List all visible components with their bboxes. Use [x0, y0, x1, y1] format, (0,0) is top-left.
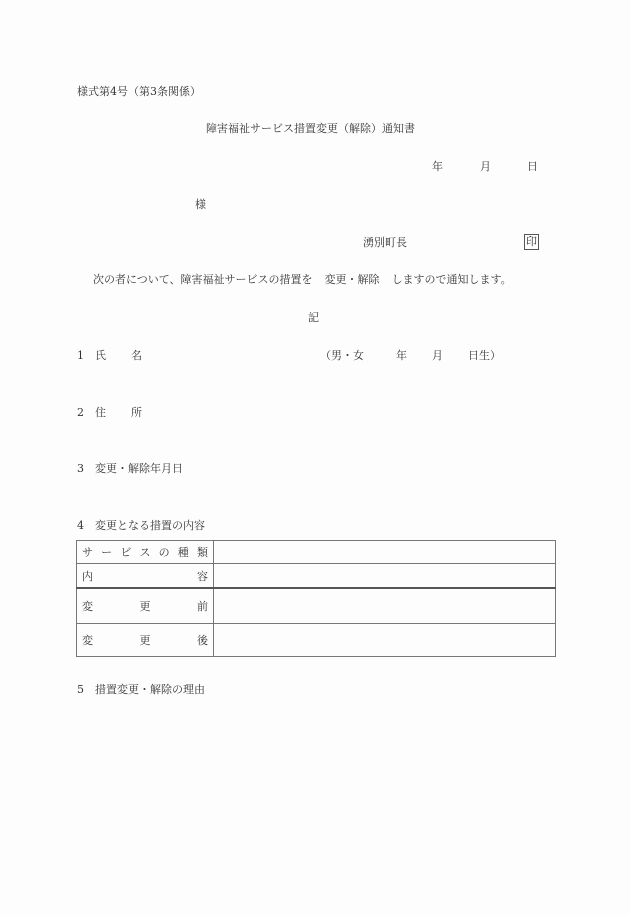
item-reason — [77, 683, 205, 697]
label-char: 変 — [82, 600, 93, 613]
item-label-second: 名 — [131, 349, 142, 362]
notice-part-3: しますので通知します。 — [391, 273, 512, 286]
item-number: 4 — [77, 519, 84, 532]
row-label-content — [77, 564, 214, 589]
issuer-name: 湧別町長 — [363, 236, 407, 249]
before-change-field[interactable] — [214, 588, 556, 624]
birth-day-label: 日生） — [468, 349, 501, 362]
table-row — [77, 564, 556, 589]
date-year-label: 年 — [432, 160, 443, 173]
label-char: 内 — [82, 569, 93, 583]
label-char: 前 — [197, 600, 208, 613]
item-label: 措置変更・解除の理由 — [95, 683, 205, 696]
recipient-honorific: 様 — [195, 198, 206, 211]
seal-icon: 印 — [526, 235, 537, 248]
after-change-field[interactable] — [214, 624, 556, 657]
label-char: ビ — [120, 546, 132, 559]
date-month-label: 月 — [480, 160, 491, 173]
item-measure-content — [77, 519, 205, 533]
label-char: 更 — [139, 634, 151, 647]
row-label-before-change — [77, 588, 214, 624]
table-row — [77, 588, 556, 624]
label-char: ス — [139, 546, 151, 559]
table-row — [77, 541, 556, 564]
notice-part-1: 次の者について、障害福祉サービスの措置を — [93, 273, 313, 286]
row-label-service-type — [77, 541, 214, 564]
label-char: ー — [101, 546, 113, 559]
notice-text — [93, 273, 512, 287]
item-number: 1 — [77, 349, 84, 362]
service-type-field[interactable] — [214, 541, 556, 564]
notice-change-cancel: 変更・解除 — [324, 273, 380, 286]
label-char: 変 — [82, 634, 93, 647]
content-field[interactable] — [214, 564, 556, 589]
birth-month-label: 月 — [432, 349, 443, 362]
item-label: 変更・解除年月日 — [95, 462, 183, 475]
label-char: サ — [82, 546, 93, 559]
item-label-first: 氏 — [95, 349, 106, 362]
label-char: 種 — [177, 546, 189, 559]
label-char: 更 — [139, 600, 151, 613]
item-change-date — [77, 462, 183, 476]
document-title: 障害福祉サービス措置変更（解除）通知書 — [206, 122, 415, 135]
item-label: 変更となる措置の内容 — [95, 519, 205, 532]
item-number: 5 — [77, 683, 84, 696]
item-number: 3 — [77, 462, 84, 475]
row-label-after-change — [77, 624, 214, 657]
measure-content-table — [76, 540, 556, 657]
birth-year-label: 年 — [396, 349, 407, 362]
label-char: 類 — [196, 546, 208, 559]
label-char: 容 — [197, 569, 208, 583]
table-row — [77, 624, 556, 657]
item-label-second: 所 — [131, 406, 142, 419]
gender-birthdate — [320, 349, 501, 363]
label-char: の — [158, 546, 170, 559]
gender-option: （男・女 — [320, 349, 364, 362]
form-number: 様式第4号（第3条関係） — [77, 85, 201, 98]
date-day-label: 日 — [527, 160, 538, 173]
label-char: 後 — [197, 634, 208, 647]
item-address — [77, 406, 142, 420]
item-label-first: 住 — [95, 406, 106, 419]
ki-heading: 記 — [308, 311, 319, 324]
item-name — [77, 349, 142, 363]
item-number: 2 — [77, 406, 84, 419]
